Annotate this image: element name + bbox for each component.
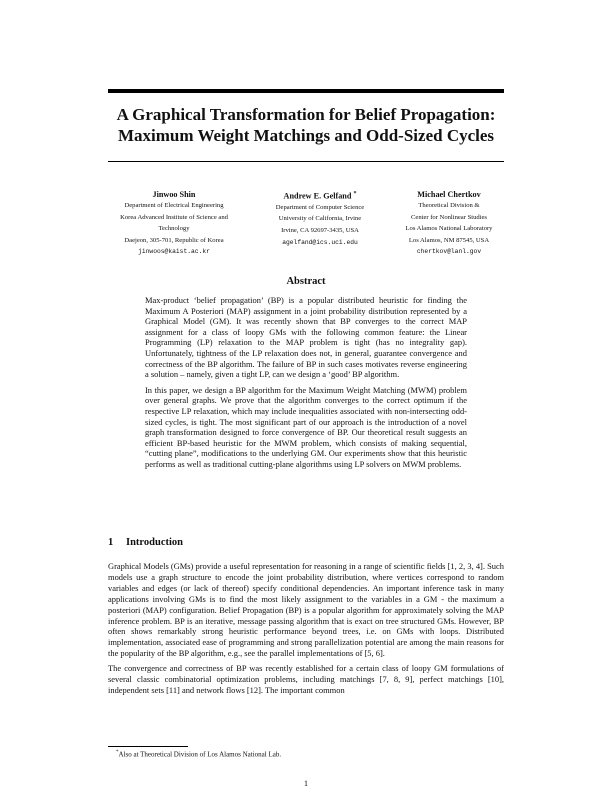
author-name: Jinwoo Shin: [152, 190, 196, 199]
author-email[interactable]: jinwoos@kaist.ac.kr: [138, 248, 210, 256]
author-affiliation: University of California, Irvine: [278, 215, 362, 223]
section-title: Introduction: [126, 537, 183, 548]
author-affiliation: Center for Nonlinear Studies: [411, 213, 487, 221]
author-1: [108, 189, 240, 258]
footnote-rule: [108, 746, 188, 747]
author-affiliation: Theoretical Division &: [418, 202, 480, 209]
title-bottom-rule: [108, 161, 504, 162]
footnote: [116, 750, 281, 758]
paper-title: [100, 104, 512, 146]
author-affiliation: Department of Electrical Engineering: [124, 202, 224, 209]
title-line-1: A Graphical Transformation for Belief Propagation:: [116, 105, 496, 124]
author-affiliation: Department of Computer Science: [275, 203, 365, 211]
author-footnote-mark: *: [353, 191, 357, 197]
introduction-body: [108, 561, 504, 700]
author-affiliation: Daejeon, 305-701, Republic of Korea: [124, 236, 224, 244]
author-affiliation: Korea Advanced Institute of Science and Technology: [120, 213, 228, 233]
section-number: 1: [108, 537, 114, 548]
author-affiliation: Los Alamos National Laboratory: [405, 225, 493, 233]
author-2: [258, 189, 382, 248]
author-name-text: Andrew E. Gelfand: [283, 191, 352, 201]
abstract-heading: Abstract: [286, 276, 326, 287]
author-name: Michael Chertkov: [417, 190, 481, 199]
author-affiliation: Irvine, CA 92697-3435, USA: [281, 226, 359, 234]
author-email[interactable]: chertkov@lanl.gov: [416, 248, 482, 256]
footnote-mark: *: [116, 750, 119, 755]
body-paragraph: The convergence and correctness of BP was recently established for a certain class of loopy GM formulations of several classic combinatorial optimization problems, including matchings [7, 8, 9], perfect matchings [10], independent sets [11] and network flows [12]. The important common: [108, 663, 504, 695]
abstract-paragraph: Max-product ‘belief propagation’ (BP) is a popular distributed heuristic for finding the Maximum A Posteriori (MAP) assignment in a joint probability distribution represented by a Graphical Model (GM). It was recently shown that BP converges to the correct MAP assignment for a class of loopy GMs with the following common feature: the Linear Programming (LP) relaxation to the MAP problem is tight (has no integrality gap). Unfortunately, tightness of the LP relaxation does not, in general, guarantee convergence and correctness of the BP algorithm. The failure of BP in such cases motivates reverse engineering a solution – namely, given a tight LP, can we design a ‘good’ BP algorithm.: [145, 295, 467, 380]
author-block: [108, 189, 504, 259]
body-paragraph: Graphical Models (GMs) provide a useful representation for reasoning in a range of scientific fields [1, 2, 3, 4]. Such models use a graph structure to encode the joint probability distribution, where vertices correspond to random variables and edges (or lack of thereof) specify conditional dependencies. An important inference task in many applications involving GMs is to find the most likely assignment to the variables in a GM - the maximum a posteriori (MAP) configuration. Belief Propagation (BP) is a popular algorithm for approximately solving the MAP inference problem. BP is an iterative, message passing algorithm that is exact on tree structured GMs. However, BP often shows remarkably strong heuristic performance beyond trees, i.e. on GMs with loops. Distributed implementation, associated ease of programming and strong parallelization potential are among the main reasons for the popularity of the BP algorithm, e.g., see the parallel implementations of [5, 6].: [108, 561, 504, 659]
abstract-body: [145, 295, 467, 475]
page-number: 1: [303, 778, 309, 788]
author-affiliation: Los Alamos, NM 87545, USA: [408, 236, 490, 244]
author-3: [394, 189, 504, 258]
abstract-paragraph: In this paper, we design a BP algorithm for the Maximum Weight Matching (MWM) problem over general graphs. We prove that the algorithm converges to the correct optimum if the respective LP relaxation, which may include inequalities associated with non-intersecting odd-sized cycles, is tight. The most significant part of our approach is the introduction of a novel graph transformation designed to force convergence of BP. Our theoretical result suggests an efficient BP-based heuristic for the MWM problem, which consists of making sequential, “cutting plane”, modifications to the underlying GM. Our experiments show that this heuristic performs as well as traditional cutting-plane algorithms using LP solvers on MWM problems.: [145, 384, 467, 469]
author-email[interactable]: agelfand@ics.uci.edu: [282, 238, 358, 246]
title-top-rule: [108, 89, 504, 93]
title-line-2: Maximum Weight Matchings and Odd-Sized Cycles: [117, 126, 495, 145]
footnote-text: Also at Theoretical Division of Los Alamos National Lab.: [118, 750, 282, 759]
section-heading-introduction: [108, 537, 183, 548]
author-name: [258, 189, 382, 202]
